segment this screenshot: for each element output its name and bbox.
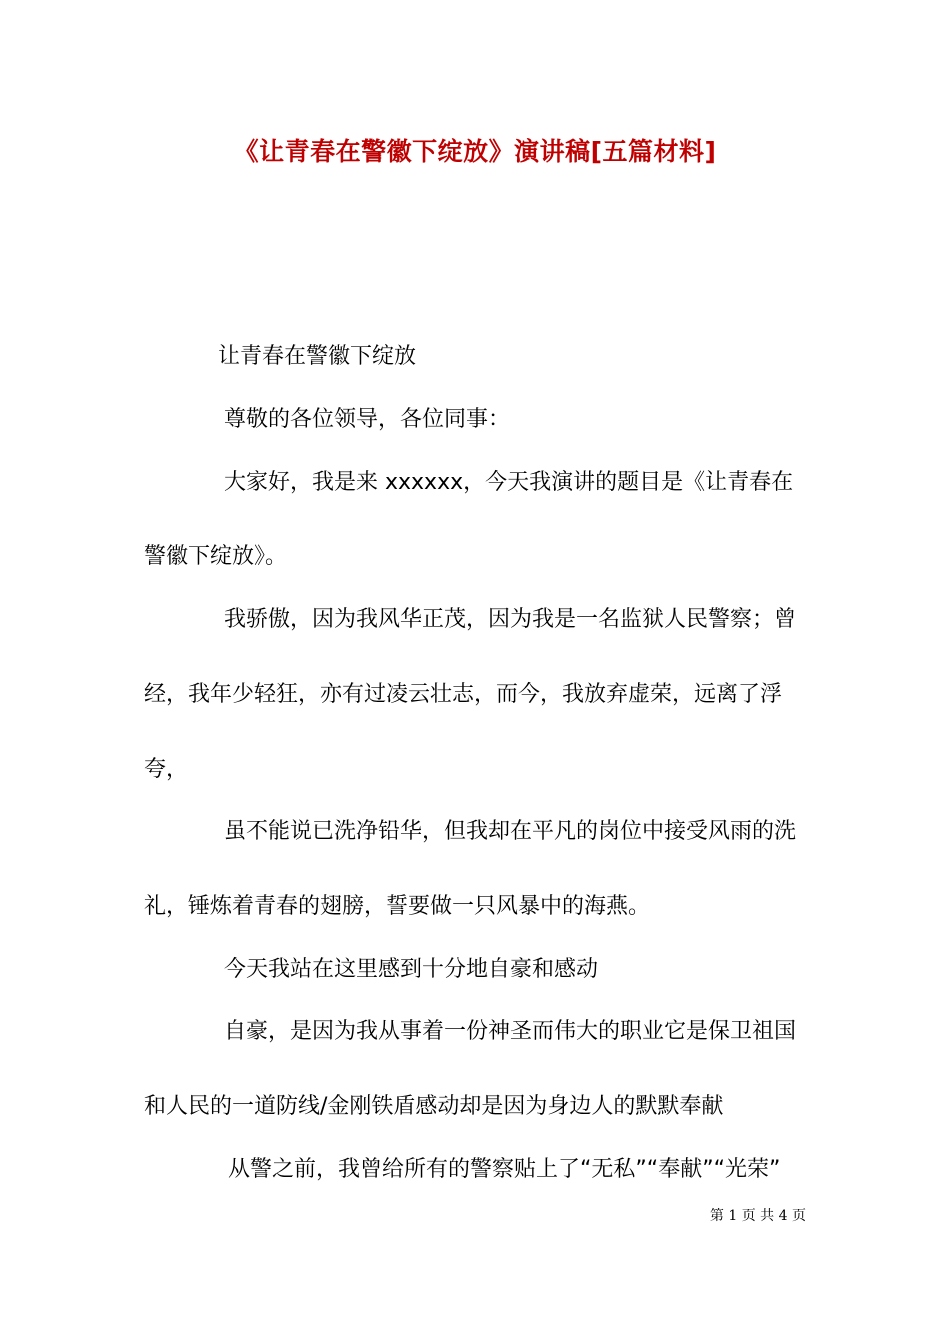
document-title: 《让青春在警徽下绽放》演讲稿[五篇材料] [233,137,717,166]
paragraph-line: 大家好，我是来 xxxxxx，今天我演讲的题目是《让青春在 [224,470,794,495]
paragraph-line: 虽不能说已洗净铅华，但我却在平凡的岗位中接受风雨的洗 [224,819,797,844]
paragraph-line: 礼，锤炼着青春的翅膀，誓要做一只风暴中的海燕。 [144,894,651,919]
paragraph-line: 夸， [144,757,189,782]
salutation-line: 尊敬的各位领导，各位同事： [224,407,511,432]
speech-heading: 让青春在警徽下绽放 [218,344,417,369]
page-number-footer: 第 1 页 共 4 页 [709,1208,806,1224]
paragraph-line: 自豪，是因为我从事着一份神圣而伟大的职业它是保卫祖国 [224,1019,797,1044]
paragraph-line: 今天我站在这里感到十分地自豪和感动 [224,957,599,982]
paragraph-line: 我骄傲，因为我风华正茂，因为我是一名监狱人民警察；曾 [224,607,797,632]
paragraph-line: 警徽下绽放》。 [144,544,288,569]
paragraph-line: 和人民的一道防线/金刚铁盾感动却是因为身边人的默默奉献 [144,1094,724,1119]
paragraph-line: 从警之前，我曾给所有的警察贴上了“无私”“奉献”“光荣” [228,1157,781,1182]
paragraph-line: 经，我年少轻狂，亦有过凌云壮志，而今，我放弃虚荣，远离了浮 [144,682,783,707]
